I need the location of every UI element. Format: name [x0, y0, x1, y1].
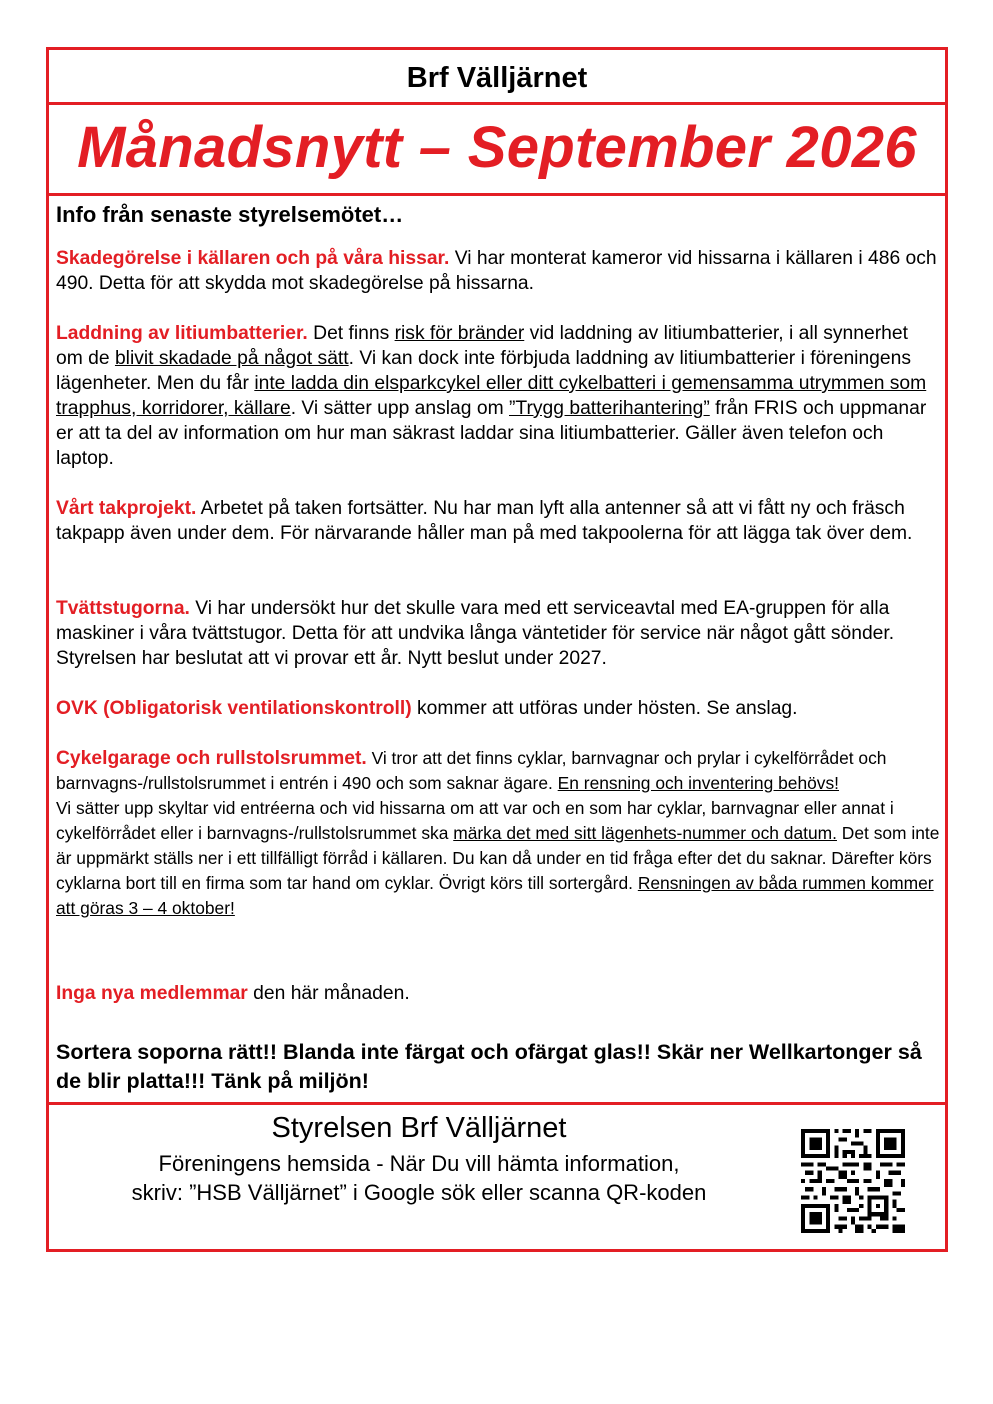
section-text: från FRIS och uppmanar er att ta del av information om hur man säkrast laddar sina litiumbatterier. Gäller även telefon och laptop.: [56, 398, 927, 469]
page-title: Månadsnytt – September 2026: [77, 115, 917, 180]
org-header: [49, 50, 945, 105]
underlined-text: Rensningen av båda rummen kommer att göras 3 – 4 oktober!: [56, 873, 934, 918]
underlined-text: inte ladda din elsparkcykel eller ditt cykelbatteri i gemensamma utrymmen som trapphus, korridorer, källare: [56, 373, 927, 419]
section-text: den här månaden.: [247, 983, 410, 1004]
org-name: Brf Välljärnet: [406, 62, 588, 94]
section-heading: Vårt takprojekt.: [56, 498, 197, 519]
section-text: Vi sätter upp skyltar vid entréerna och vid hissarna om att var och en som har cyklar, barnvagnar eller annat i cykelförrådet eller i barnvagns-/rullstolsrummet ska: [56, 798, 894, 843]
footer-instruction-line: skriv: ”HSB Välljärnet” i Google sök eller scanna QR-koden: [131, 1180, 707, 1205]
section-text: kommer att utföras under hösten. Se anslag.: [411, 698, 798, 719]
underlined-text: ”Trygg batterihantering”: [509, 398, 710, 419]
section-laundry: [56, 596, 940, 671]
section-bike-garage: [56, 746, 940, 921]
qr-code-icon[interactable]: [801, 1129, 905, 1233]
section-damage: [56, 246, 940, 296]
footer-info: [49, 1149, 789, 1207]
section-text: . Vi sätter upp anslag om: [290, 398, 509, 419]
section-roof: [56, 496, 940, 546]
section-heading: Tvättstugorna.: [56, 598, 190, 619]
underlined-text: blivit skadade på något sätt: [114, 348, 349, 369]
section-members: [56, 981, 940, 1006]
footer-website-line: Föreningens hemsida - När Du vill hämta information,: [158, 1151, 680, 1176]
section-heading: Laddning av litiumbatterier.: [56, 323, 308, 344]
closing-message: Sortera soporna rätt!! Blanda inte färgat och ofärgat glas!! Skär ner Wellkartonger så de blir platta!!! Tänk på miljön!: [56, 1040, 922, 1093]
underlined-text: risk för bränder: [394, 323, 525, 344]
section-text: Det som inte är uppmärkt ställs ner i ett tillfälligt förråd i källaren. Du kan då under en tid fråga efter det du saknar. Därefter körs cyklarna bort till en firma som tar hand om cyklar. Övrigt körs till sortergård.: [56, 823, 940, 893]
section-heading: Skadegörelse i källaren och på våra hissar.: [56, 248, 450, 269]
intro-heading: Info från senaste styrelsemötet…: [56, 202, 404, 227]
section-text: vid laddning av litiumbatterier, i all synnerhet om de: [56, 323, 908, 369]
footer-signature: Styrelsen Brf Välljärnet: [271, 1112, 567, 1144]
section-text: Vi har monterat kameror vid hissarna i källaren i 486 och 490. Detta för att skydda mot skadegörelse på hissarna.: [56, 248, 937, 294]
section-text: Vi har undersökt hur det skulle vara med ett serviceavtal med EA-gruppen för alla maskiner i våra tvättstugor. Detta för att undvika långa väntetider för service när något gått sönder. Styrelsen har beslutat att vi provar ett år. Nytt beslut under 2027.: [56, 598, 895, 669]
section-text: . Vi kan dock inte förbjuda laddning av litiumbatterier i föreningens lägenheter. Men du får: [56, 348, 911, 394]
section-batteries: [56, 321, 940, 471]
section-text: Det finns: [307, 323, 395, 344]
footer: [49, 1102, 945, 1252]
section-text: Vi tror att det finns cyklar, barnvagnar och prylar i cykelförrådet och barnvagns-/rullstolsrummet i entrén i 490 och som saknar ägare.: [56, 748, 887, 793]
section-heading: OVK (Obligatorisk ventilationskontroll): [56, 698, 412, 719]
section-heading: Inga nya medlemmar: [56, 983, 248, 1004]
section-text: Arbetet på taken fortsätter. Nu har man lyft alla antenner så att vi fått ny och fräsch takpapp även under dem. För närvarande håller man på med takpoolerna för att lägga tak över dem.: [56, 498, 913, 544]
newsletter-frame: [46, 47, 948, 1252]
section-ovk: [56, 696, 940, 721]
section-heading: Cykelgarage och rullstolsrummet.: [56, 748, 367, 769]
title-header: [49, 105, 945, 196]
underlined-text: märka det med sitt lägenhets-nummer och datum.: [453, 823, 837, 843]
underlined-text: En rensning och inventering behövs!: [557, 773, 840, 793]
